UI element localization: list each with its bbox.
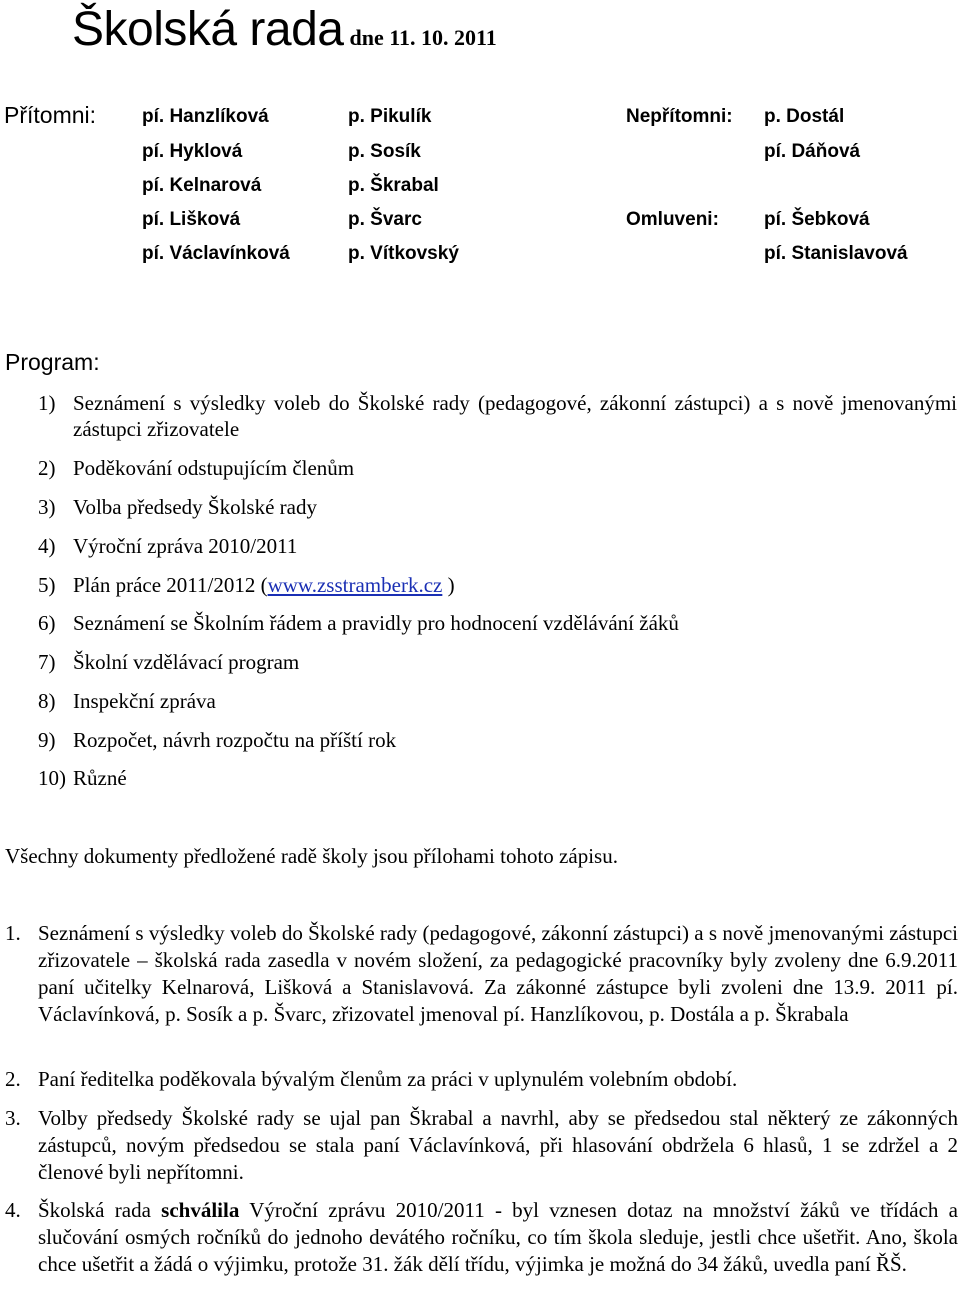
list-item-number: 6) <box>38 611 56 635</box>
list-item-number: 7) <box>38 650 56 674</box>
list-item-text: Seznámení se Školním řádem a pravidly pro hodnocení vzdělávání žáků <box>73 611 679 635</box>
list-item-number: 9) <box>38 728 56 752</box>
present-member: pí. Václavínková <box>142 243 290 264</box>
list-item-text: Rozpočet, návrh rozpočtu na příští rok <box>73 728 397 752</box>
absent-member: p. Dostál <box>764 106 845 127</box>
list-item-number: 4) <box>38 534 56 558</box>
list-item-number: 10) <box>38 766 66 790</box>
minutes-item-text <box>38 1197 958 1278</box>
present-member: p. Vítkovský <box>348 243 459 264</box>
minutes-item-text: Paní ředitelka poděkovala bývalým členům za práci v uplynulém volebním období. <box>38 1067 738 1091</box>
title-text: Školská rada <box>72 3 344 56</box>
present-member: p. Sosík <box>348 141 421 162</box>
school-website-link[interactable]: www.zsstramberk.cz <box>267 573 443 597</box>
minutes-item-text: Seznámení s výsledky voleb do Školské rady (pedagogové, zákonní zástupci) a s nově jmenovanými zástupci zřizovatele – školská rada zasedla v novém složení, za pedagogické pracovníky byly zvoleny dne 6.9.2011 paní učitelky Kelnarová, Lišková a Stanislavová. Za zákonné zástupce byli zvoleni dne 13.9. 2011 pí. Václavínková, p. Sosík a p. Švarc, zřizovatel jmenoval pí. Hanzlíkovou, p. Dostála a p. Škrabala <box>38 921 958 1026</box>
minutes-item-number: 2. <box>5 1067 21 1091</box>
list-item-number: 3) <box>38 495 56 519</box>
list-item-number: 8) <box>38 689 56 713</box>
excused-member: pí. Stanislavová <box>764 243 908 264</box>
list-item-text: Různé <box>73 766 127 790</box>
list-item-number: 1) <box>38 391 56 415</box>
present-member: pí. Hanzlíková <box>142 106 269 127</box>
present-member: p. Pikulík <box>348 106 432 127</box>
minutes-item-number: 3. <box>5 1106 21 1130</box>
minutes-item-number: 1. <box>5 921 21 945</box>
list-item-text: Seznámení s výsledky voleb do Školské rady (pedagogové, zákonní zástupci) a s nově jmenovanými zástupci zřizovatele <box>73 391 957 441</box>
approved-emphasis: schválila <box>161 1198 240 1222</box>
present-label: Přítomni: <box>4 102 97 128</box>
document-title <box>72 2 497 57</box>
list-item-number: 2) <box>38 456 56 480</box>
absent-member: pí. Dáňová <box>764 141 861 162</box>
list-item-number: 5) <box>38 573 56 597</box>
meeting-date: dne 11. 10. 2011 <box>349 25 497 50</box>
list-item-text: Školní vzdělávací program <box>73 650 300 674</box>
list-item-text-after: ) <box>442 573 455 597</box>
list-item-text: Poděkování odstupujícím členům <box>73 456 355 480</box>
present-member: p. Švarc <box>348 209 422 230</box>
minutes-item-text: Volby předsedy Školské rady se ujal pan Škrabal a navrhl, aby se předsedou stal některý ze zákonných zástupců, novým předsedou se stala paní Václavínková, při hlasování obdržela 6 hlasů, 1 se zdržel a 2 členové byli nepřítomni. <box>38 1106 958 1184</box>
program-heading: Program: <box>5 349 100 375</box>
attachments-note: Všechny dokumenty předložené radě školy jsou přílohami tohoto zápisu. <box>5 844 618 868</box>
present-member: pí. Lišková <box>142 209 241 230</box>
minutes-item-number: 4. <box>5 1198 21 1222</box>
list-item-text-before: Plán práce 2011/2012 ( <box>73 573 268 597</box>
minutes-text-after: Výroční zprávu 2010/2011 - byl vznesen dotaz na množství žáků ve třídách a slučování osmých ročníků do jednoho devátého ročníku, co tím škola sleduje, jestli chce ušetřit. Ano, škola chce ušetřit a žádá o výjimku, protože 31. žák dělí třídu, výjimka je možná do 34 žáků, uvedla paní ŘŠ. <box>38 1198 958 1276</box>
list-item-text: Výroční zpráva 2010/2011 <box>73 534 298 558</box>
excused-member: pí. Šebková <box>764 209 870 230</box>
list-item-text <box>73 572 455 598</box>
absent-label: Nepřítomni: <box>626 106 733 127</box>
present-member: p. Škrabal <box>348 175 439 196</box>
excused-label: Omluveni: <box>626 209 719 230</box>
list-item-text: Inspekční zpráva <box>73 689 216 713</box>
present-member: pí. Kelnarová <box>142 175 262 196</box>
list-item-text: Volba předsedy Školské rady <box>73 495 317 519</box>
present-member: pí. Hyklová <box>142 141 243 162</box>
minutes-text-before: Školská rada <box>38 1198 151 1222</box>
